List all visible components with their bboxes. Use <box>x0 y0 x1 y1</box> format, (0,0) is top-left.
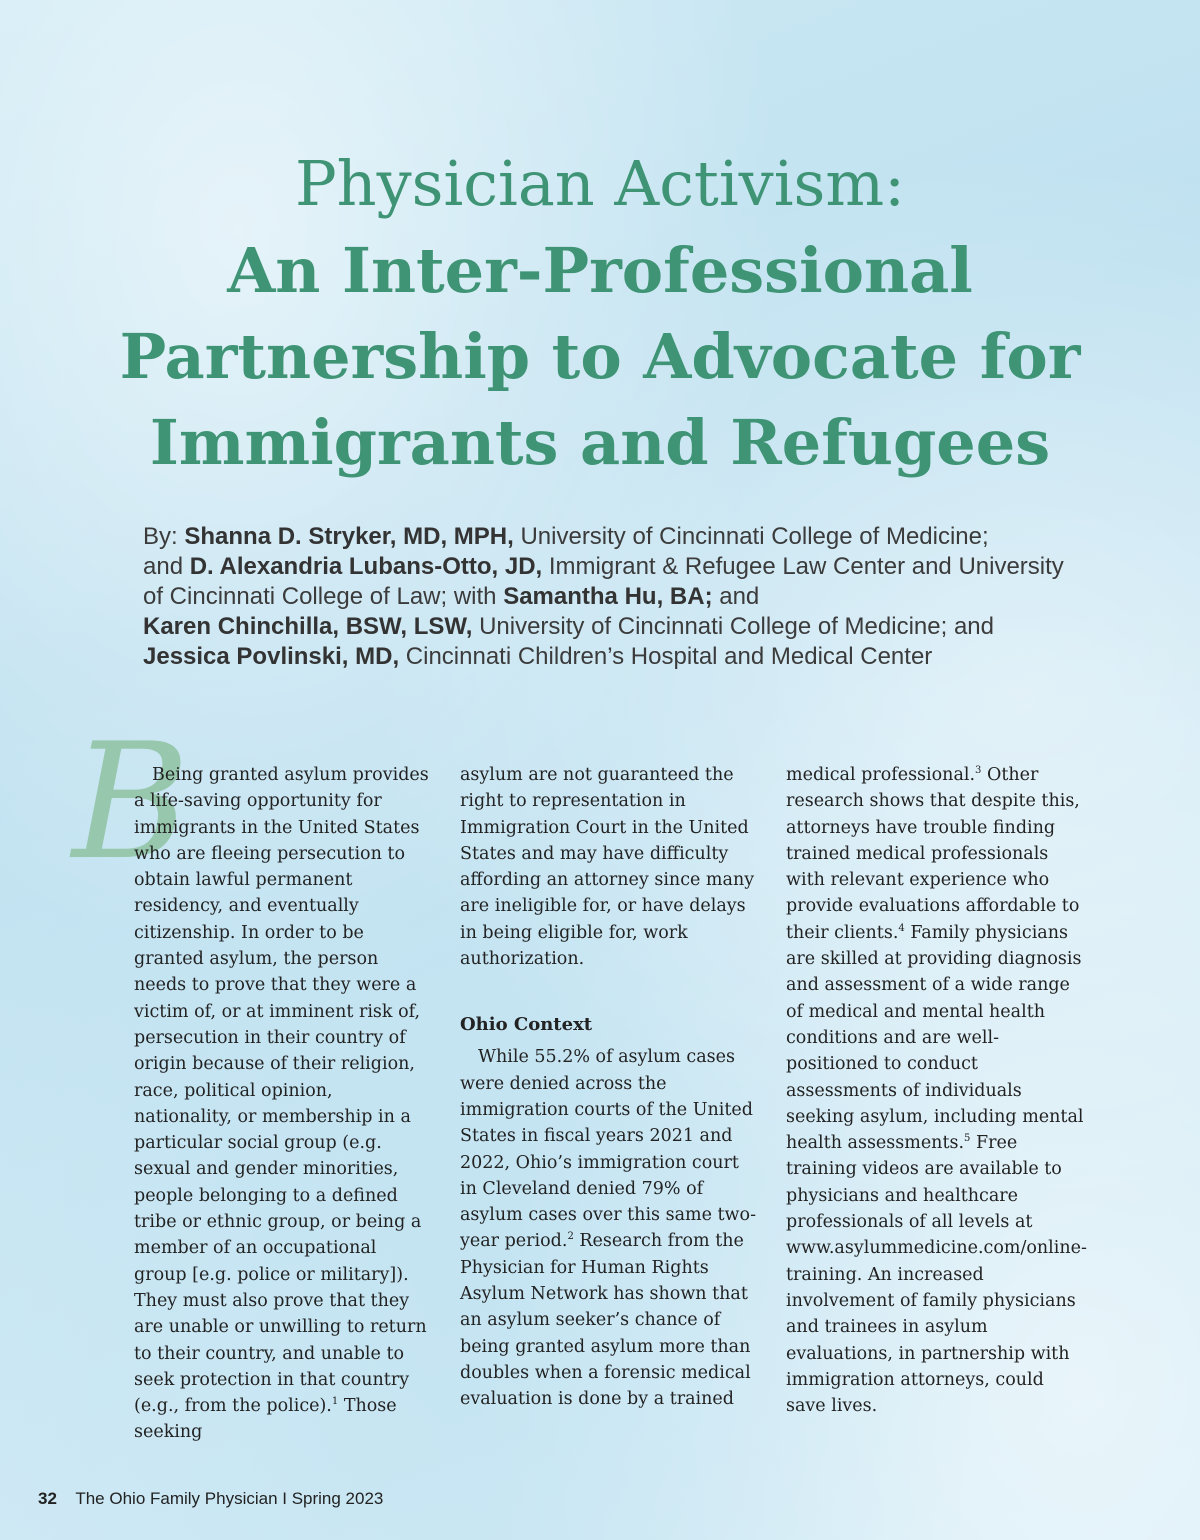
footnote-ref: 4 <box>898 922 905 934</box>
author-byline <box>143 522 1073 672</box>
title-line-4: Immigrants and Refugees <box>149 406 1051 479</box>
text-column-2 <box>460 762 760 1413</box>
title-line-1: Physician Activism: <box>294 147 906 220</box>
body-paragraph: While 55.2% of asylum cases were denied across the immigration courts of the United States in fiscal years 2021 and 2022, Ohio’s immigration court in Cleveland denied 79% of asylum cases over this same two-year period.$^2$ Research from the Physician for Human Rights Asylum Network has shown that an asylum seeker’s chance of being granted asylum more than doubles when a forensic medical evaluation is done by a trained <box>460 1047 756 1410</box>
byline-and: and <box>719 583 760 610</box>
page-number: 32 <box>38 1489 57 1508</box>
author-4-affiliation: University of Cincinnati College of Medicine; and <box>479 613 994 640</box>
page-footer <box>38 1489 383 1509</box>
author-1-name: Shanna D. Stryker, MD, MPH, <box>184 523 514 550</box>
author-3-name: Samantha Hu, BA; <box>503 583 713 610</box>
footnote-ref: 5 <box>964 1133 971 1145</box>
body-paragraph: Being granted asylum provides a life-saving opportunity for immigrants in the United States who are fleeing persecution to obtain lawful permanent residency, and eventually citizenship. In order to be granted asylum, the person needs to prove that they were a victim of, or at imminent risk of, persecution in their country of origin because of their religion, race, political opinion, nationality, or membership in a particular social group (e.g. sexual and gender minorities, people belonging to a defined tribe or ethnic group, or being a member of an occupational group [e.g. police or military]). They must also prove that they are unable or unwilling to return to their country, and unable to seek protection in that country (e.g., from the police).$^1$ Those seeking <box>134 765 429 1443</box>
footnote-ref: 3 <box>975 765 982 777</box>
author-1-affiliation: University of Cincinnati College of Medicine; <box>520 523 989 550</box>
byline-prefix: By: <box>143 523 178 550</box>
publication-name: The Ohio Family Physician I Spring 2023 <box>75 1489 384 1508</box>
article-title <box>60 140 1140 486</box>
title-line-3: Partnership to Advocate for <box>119 320 1081 393</box>
drop-cap-letter: B <box>72 708 190 895</box>
body-paragraph: asylum are not guaranteed the right to representation in Immigration Court in the United States and may have difficulty affording an attorney since many are ineligible for, or have delays in being eligible for, work authorization. <box>460 765 755 970</box>
body-paragraph: medical professional.$^3$ Other research shows that despite this, attorneys have trouble finding trained medical professionals with relevant experience who provide evaluations affordable to their clients.$^4$ Family physicians are skilled at providing diagnosis and assessment of a wide range of medical and mental health conditions and are well-positioned to conduct assessments of individuals seeking asylum, including mental health assessments.$^5$ Free training videos are available to physicians and healthcare professionals of all levels at www.asylummedicine.com/online-training. An increased involvement of family physicians and trainees in asylum evaluations, in partnership with immigration attorneys, could save lives. <box>786 765 1087 1417</box>
author-2-name: D. Alexandria Lubans-Otto, JD, <box>189 553 543 580</box>
author-5-affiliation: Cincinnati Children’s Hospital and Medical Center <box>405 643 933 670</box>
title-line-2: An Inter-Professional <box>227 234 973 307</box>
footnote-ref: 1 <box>331 1396 339 1408</box>
author-5-name: Jessica Povlinski, MD, <box>143 643 400 670</box>
text-column-1 <box>134 762 434 1446</box>
section-heading: Ohio Context <box>460 1014 593 1036</box>
author-4-name: Karen Chinchilla, BSW, LSW, <box>143 613 473 640</box>
text-column-3 <box>786 762 1086 1419</box>
footnote-ref: 2 <box>567 1231 574 1243</box>
author-2-affiliation: Immigrant & Refugee Law Center and University of Cincinnati College of Law; with <box>143 553 1064 610</box>
byline-and: and <box>143 553 184 580</box>
